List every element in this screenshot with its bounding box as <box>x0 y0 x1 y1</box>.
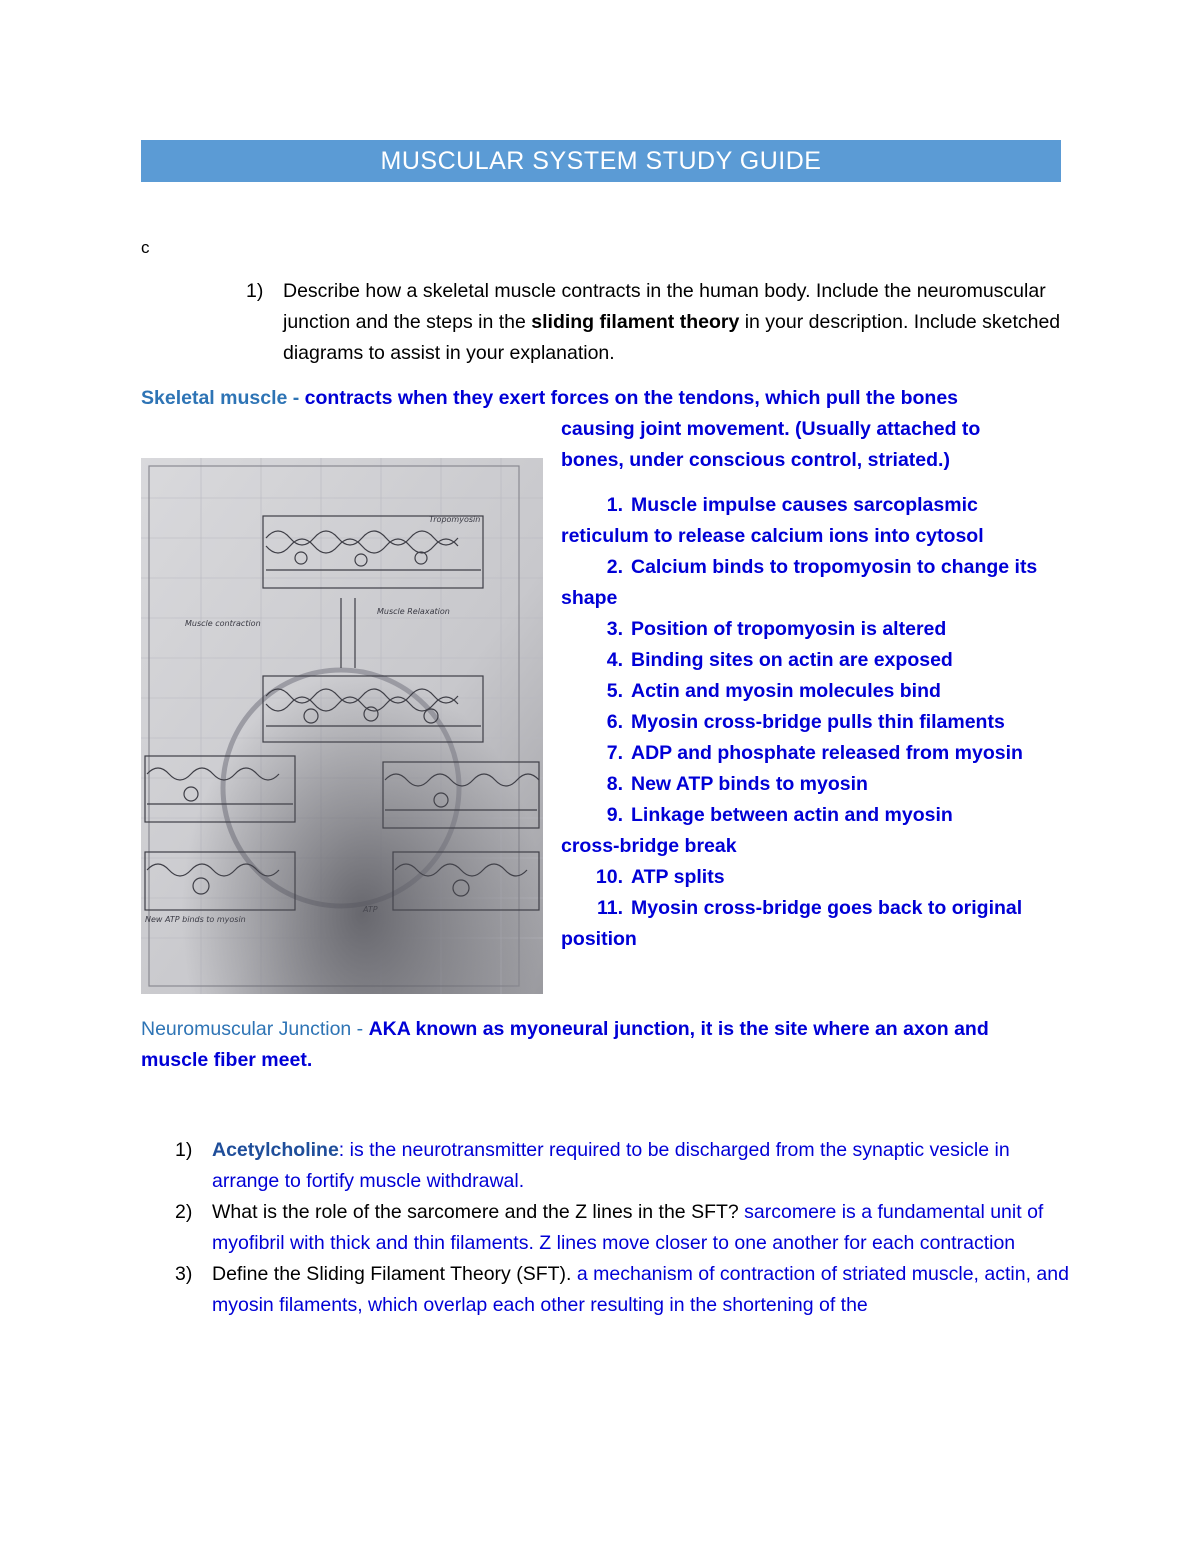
step-4 <box>561 645 1061 676</box>
contraction-steps-list <box>561 490 1061 955</box>
step-5-text: Actin and myosin molecules bind <box>631 680 941 702</box>
review-answer-3: a mechanism of contraction of striated muscle, actin, and myosin filaments, which overlap each other resulting in the shortening of the <box>212 1263 1069 1316</box>
step-11 <box>561 893 1061 924</box>
step-7 <box>561 738 1061 769</box>
step-3 <box>561 614 1061 645</box>
step-5-number: 5. <box>606 680 623 702</box>
step-7-text: ADP and phosphate released from myosin <box>631 742 1023 764</box>
step-4-text: Binding sites on actin are exposed <box>631 649 953 671</box>
step-11-number: 11. <box>596 897 623 919</box>
review-question-2-number: 2) <box>175 1201 193 1223</box>
step-1-text: Muscle impulse causes sarcoplasmic <box>631 494 978 516</box>
step-9-continued: cross-bridge break <box>561 835 737 857</box>
nmj-label: Neuromuscular Junction - <box>141 1018 369 1040</box>
step-2-text: Calcium binds to tropomyosin to change its <box>631 556 1038 578</box>
page-title: MUSCULAR SYSTEM STUDY GUIDE <box>380 146 822 175</box>
skeletal-muscle-desc-1: contracts when they exert forces on the tendons, which pull the bones <box>304 387 959 409</box>
sketched-diagram-image <box>141 458 543 994</box>
step-11-text: Myosin cross-bridge goes back to original <box>631 897 1023 919</box>
step-4-number: 4. <box>606 649 623 671</box>
neuromuscular-junction-paragraph <box>141 1014 1061 1076</box>
skeletal-muscle-desc-2: causing joint movement. (Usually attached to bones, under conscious control, striated.) <box>561 418 981 471</box>
review-question-1-number: 1) <box>175 1139 193 1161</box>
nmj-text: AKA known as myoneural junction, it is the site where an axon and muscle fiber meet. <box>141 1018 989 1071</box>
step-6-number: 6. <box>606 711 623 733</box>
step-2-number: 2. <box>606 556 623 578</box>
review-question-2-text: What is the role of the sarcomere and the Z lines in the SFT? <box>212 1201 745 1223</box>
skeletal-muscle-line <box>141 383 958 414</box>
step-1-continued: reticulum to release calcium ions into cytosol <box>561 525 984 547</box>
step-10 <box>561 862 1061 893</box>
step-1-number: 1. <box>606 494 623 516</box>
step-7-number: 7. <box>606 742 623 764</box>
review-answer-2: sarcomere is a fundamental unit of myofibril with thick and thin filaments. Z lines move closer to one another for each contraction <box>212 1201 1044 1254</box>
acetylcholine-label: Acetylcholine <box>212 1139 339 1161</box>
step-6-text: Myosin cross-bridge pulls thin filaments <box>631 711 1005 733</box>
question-1-number: 1) <box>246 280 264 302</box>
step-10-number: 10. <box>595 866 623 888</box>
review-question-1 <box>141 1135 1071 1197</box>
sketched-diagram-photo <box>141 458 543 994</box>
review-answer-1: : is the neurotransmitter required to be discharged from the synaptic vesicle in arrange to fortify muscle withdrawal. <box>212 1139 1010 1192</box>
step-9-number: 9. <box>606 804 623 826</box>
step-5 <box>561 676 1061 707</box>
review-question-3-number: 3) <box>175 1263 193 1285</box>
page-title-banner <box>141 140 1061 182</box>
step-11-continued: position <box>561 928 637 950</box>
step-8-text: New ATP binds to myosin <box>631 773 868 795</box>
stray-character: c <box>141 238 150 257</box>
step-8-number: 8. <box>606 773 623 795</box>
review-question-2 <box>141 1197 1071 1259</box>
step-9-text: Linkage between actin and myosin <box>631 804 953 826</box>
question-1-text-a: Describe how a skeletal muscle contracts in the human body. Include the neuromuscular junction and the steps in the <box>283 280 1046 333</box>
review-questions-list <box>141 1135 1071 1321</box>
step-3-number: 3. <box>606 618 623 640</box>
review-question-3 <box>141 1259 1071 1321</box>
step-10-text: ATP splits <box>631 866 725 888</box>
skeletal-muscle-label: Skeletal muscle - <box>141 387 305 409</box>
question-1-text-b: in your description. Include sketched diagrams to assist in your explanation. <box>283 311 1061 364</box>
review-question-3-text: Define the Sliding Filament Theory (SFT). <box>212 1263 577 1285</box>
step-2-continued: shape <box>561 587 618 609</box>
step-9 <box>561 800 1061 831</box>
step-2 <box>561 552 1061 583</box>
question-1-text <box>283 276 1063 369</box>
step-3-text: Position of tropomyosin is altered <box>631 618 947 640</box>
step-8 <box>561 769 1061 800</box>
step-1 <box>561 490 1061 521</box>
question-1-bold-term: sliding filament theory <box>531 311 740 333</box>
step-6 <box>561 707 1061 738</box>
